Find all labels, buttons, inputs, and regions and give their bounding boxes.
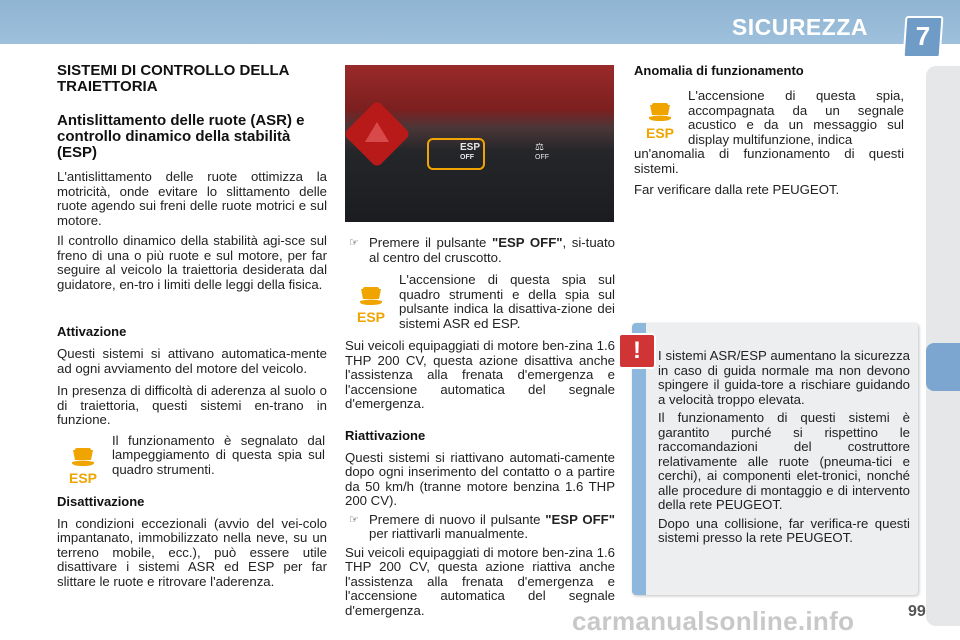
warning-exclamation-icon: ! <box>618 333 656 369</box>
reactivation-title: Riattivazione <box>345 427 426 443</box>
hand-bullet-icon: ☞ <box>349 513 359 526</box>
activation-icon-row <box>57 434 327 492</box>
page-number: 99 <box>908 603 926 620</box>
page-title: SICUREZZA <box>731 14 868 40</box>
warning-box <box>632 323 918 595</box>
esp-fault-icon <box>640 101 680 141</box>
watermark: carmanualsonline.info <box>572 606 855 636</box>
anomaly-icon-row <box>634 89 904 147</box>
column-middle <box>345 236 615 618</box>
hazard-triangle-icon <box>365 122 389 142</box>
vehicles-paragraph-2: Sui veicoli equipaggiati di motore ben-zina 1.6 THP 200 CV, questa azione riattiva anche l'assistenza alla frenata d'emergenza e l'accensione automatica del segnale d'emergenza. <box>345 544 615 618</box>
vehicles-paragraph-1: Sui veicoli equipaggiati di motore ben-zina 1.6 THP 200 CV, questa azione disattiva anche l'assistenza alla frenata d'emergenza e l'accensione automatica del segnale d'emergenza. <box>345 338 615 411</box>
deactivation-paragraph: In condizioni eccezionali (avvio del vei-colo impantanato, immobilizzato nella neve, su un terreno mobile, ecc.), può essere utile disattivare i sistemi ASR ed ESP per far slittare le ruote e ritrovare l'aderenza. <box>57 515 327 589</box>
chapter-badge <box>903 16 944 58</box>
warning-paragraph-2: Il funzionamento di questi sistemi è garantito purché si rispettino le raccomandazioni del costruttore relativamente alle ruote (pneuma-tici e cerchi), ai componenti elet-tronici, nonché alle procedure di montaggio e di intervento della rete PEUGEOT. <box>658 410 910 512</box>
svg-text:ESP: ESP <box>356 309 386 325</box>
activation-icon-text: Il funzionamento è segnalato dal lampeggiamento di questa spia sul quadro strumenti. <box>112 432 325 477</box>
esp-off-warning-icon <box>351 285 391 325</box>
anomaly-title: Anomalia di funzionamento <box>634 63 804 78</box>
esp-off-button-label: ESP OFF <box>460 142 481 161</box>
deactivation-title: Disattivazione <box>57 493 145 509</box>
svg-text:ESP: ESP <box>68 469 98 486</box>
column-right <box>634 63 904 198</box>
warning-content <box>658 349 910 546</box>
spia-icon-row <box>345 273 615 337</box>
warning-paragraph-3: Dopo una collisione, far verifica-re questi sistemi presso la rete PEUGEOT. <box>658 515 910 545</box>
anomaly-icon-text: L'accensione di questa spia, accompagnata da un segnale acustico e da un messaggio sul display multifunzione, indica <box>688 88 904 147</box>
main-title: SISTEMI DI CONTROLLO DELLA TRAIETTORIA <box>57 62 289 95</box>
svg-text:ESP: ESP <box>645 125 675 141</box>
press-instruction: ☞ Premere il pulsante "ESP OFF", si-tuato al centro del cruscotto. <box>349 235 615 265</box>
intro-paragraph-1: L'antislittamento delle ruote ottimizza la motricità, onde evitare lo slittamento delle ruote agendo sui freni delle ruote motrici e sul motore. <box>57 169 327 228</box>
chapter-number: 7 <box>915 21 931 51</box>
section-title: Antislittamento delle ruote (ASR) e controllo dinamico della stabilità (ESP) <box>57 112 305 161</box>
chapter-tab[interactable] <box>926 343 960 391</box>
header-bar <box>0 0 960 44</box>
activation-paragraph-1: Questi sistemi si attivano automatica-mente ad ogni avviamento del motore del veicolo. <box>57 346 327 376</box>
warning-paragraph-1: I sistemi ASR/ESP aumentano la sicurezza in caso di guida normale ma non devono spingere il guida-tore a rischiare guidando a velocità troppo elevata. <box>658 348 910 407</box>
press-again-instruction: ☞ Premere di nuovo il pulsante "ESP OFF" per riattivarli manualmente. <box>349 511 615 541</box>
dashboard-photo <box>345 65 614 222</box>
anomaly-text-continued: un'anomalia di funzionamento di questi sistemi. <box>634 146 904 176</box>
activation-title: Attivazione <box>57 324 127 339</box>
anomaly-paragraph-2: Far verificare dalla rete PEUGEOT. <box>634 182 840 197</box>
hand-bullet-icon: ☞ <box>349 237 359 249</box>
reactivation-paragraph: Questi sistemi si riattivano automati-camente dopo ogni inserimento del contatto o a partire da 50 km/h (tranne motore benzina 1.6 THP 200 CV). <box>345 449 615 508</box>
activation-paragraph-2: In presenza di difficoltà di aderenza al suolo o di traiettoria, questi sistemi en-trano in funzione. <box>57 383 327 427</box>
column-left <box>57 63 327 589</box>
spia-text: L'accensione di questa spia sul quadro strumenti e della spia sul pulsante indica la disattiva-zione dei sistemi ASR ed ESP. <box>399 272 615 331</box>
second-button-label: ⚖ OFF <box>535 142 549 161</box>
esp-warning-icon <box>63 446 103 486</box>
intro-paragraph-2: Il controllo dinamico della stabilità agi-sce sul freno di una o più ruote e sul motore, per far seguire al veicolo la traiettoria desiderata dal guidatore, en-tro i limiti delle leggi della fisica. <box>57 233 327 292</box>
